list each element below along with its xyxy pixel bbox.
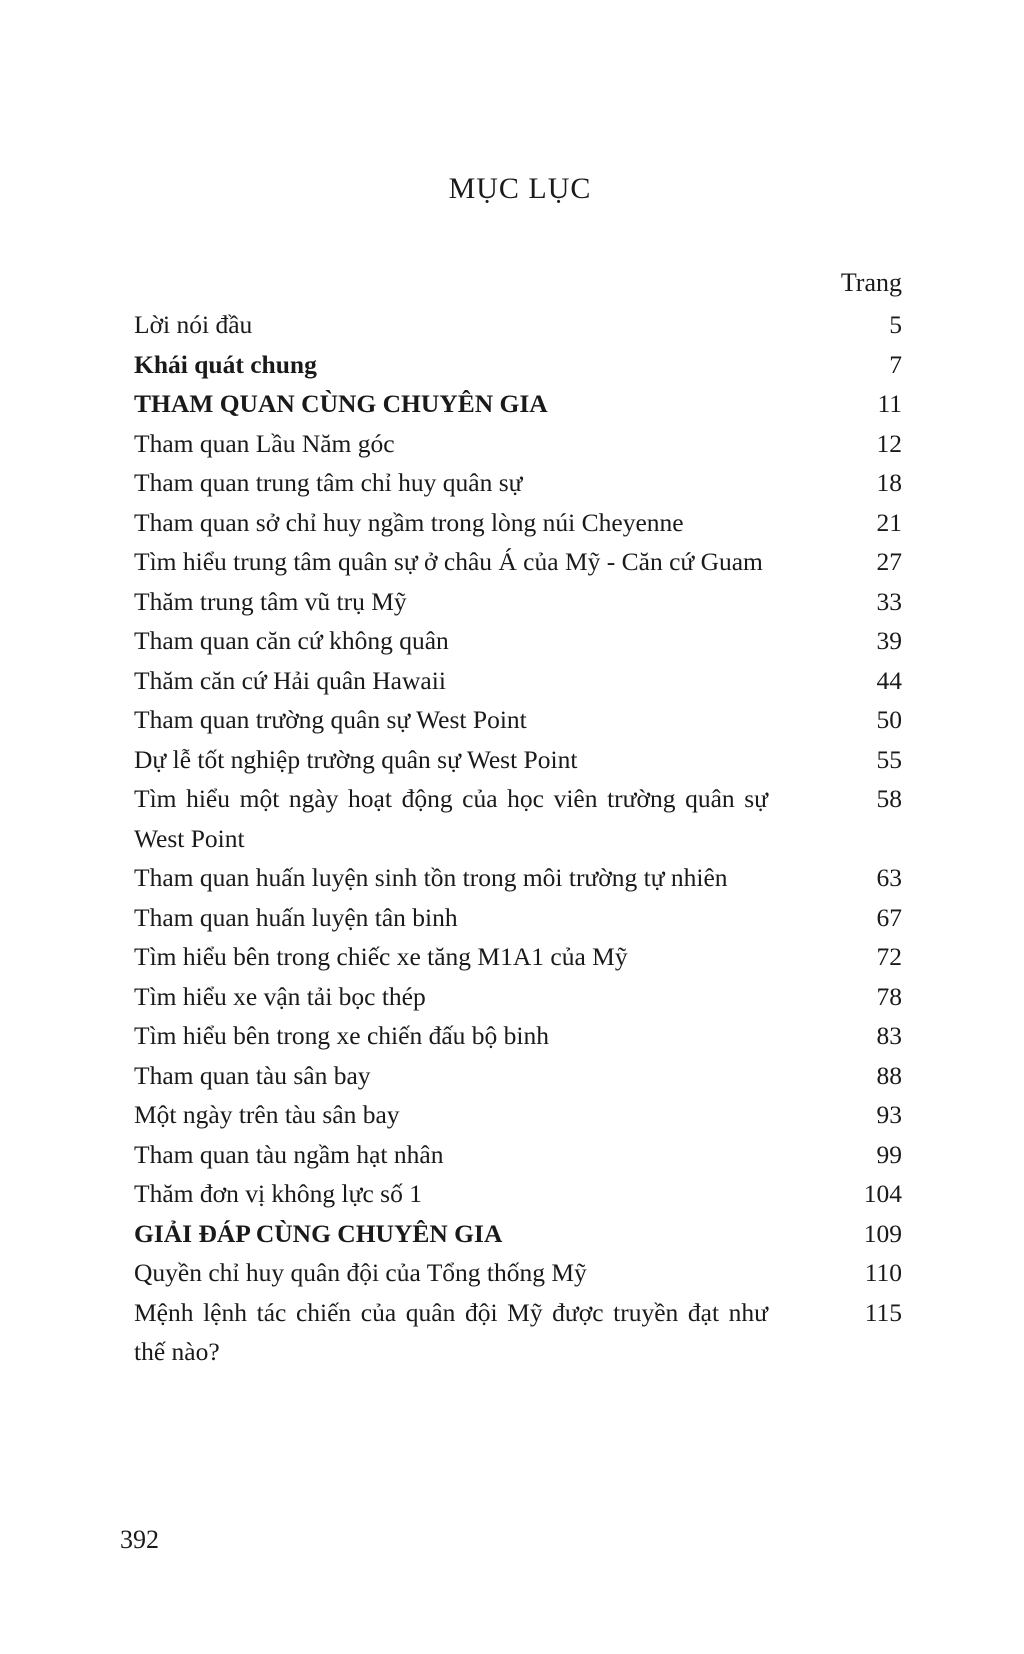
toc-entry-page: 67: [876, 902, 902, 932]
toc-entry-title: Mệnh lệnh tác chiến của quân đội Mỹ được truyền đạt như thế nào?: [134, 1297, 768, 1366]
toc-entry-page: 7: [889, 349, 902, 379]
toc-entry-page: 5: [889, 310, 902, 339]
toc-entry[interactable]: [134, 1214, 902, 1254]
toc-entry-page: 115: [864, 1297, 902, 1327]
toc-entry-page: 63: [876, 863, 902, 892]
toc-entry-page: 104: [863, 1179, 902, 1208]
toc-list: [134, 305, 902, 1372]
toc-entry-page: 11: [877, 389, 902, 418]
toc-entry[interactable]: [134, 700, 902, 740]
toc-entry-page: 21: [876, 507, 902, 537]
toc-entry[interactable]: [134, 898, 902, 938]
toc-entry-page: 83: [876, 1021, 902, 1050]
toc-entry[interactable]: [134, 463, 902, 503]
toc-entry-title: Quyền chỉ huy quân đội của Tổng thống Mỹ: [134, 1258, 587, 1287]
toc-entry[interactable]: [134, 779, 902, 858]
toc-entry-title: GIẢI ĐÁP CÙNG CHUYÊN GIA: [134, 1218, 503, 1248]
toc-entry-title: Khái quát chung: [134, 349, 317, 379]
toc-entry[interactable]: [134, 384, 902, 424]
toc-entry-title: Tìm hiểu một ngày hoạt động của học viên trường quân sự West Point: [134, 784, 768, 853]
toc-entry[interactable]: [134, 542, 902, 582]
toc-entry-page: 50: [876, 705, 902, 734]
toc-entry-page: 18: [876, 468, 902, 497]
toc-entry[interactable]: [134, 977, 902, 1017]
page-column-header: Trang: [840, 268, 902, 297]
toc-entry-title: Tham quan sở chỉ huy ngầm trong lòng núi Cheyenne: [134, 507, 684, 537]
toc-entry-title: Tham quan trường quân sự West Point: [134, 705, 527, 734]
toc-entry-title: Lời nói đầu: [134, 310, 253, 339]
toc-entry[interactable]: [134, 661, 902, 701]
toc-entry-title: Tham quan huấn luyện tân binh: [134, 902, 458, 932]
toc-entry-title: THAM QUAN CÙNG CHUYÊN GIA: [134, 389, 548, 418]
toc-entry-title: Tham quan Lầu Năm góc: [134, 428, 395, 458]
toc-entry[interactable]: [134, 937, 902, 977]
toc-entry-title: Tham quan huấn luyện sinh tồn trong môi trường tự nhiên: [134, 863, 728, 892]
toc-entry-page: 55: [876, 744, 902, 774]
toc-entry[interactable]: [134, 858, 902, 898]
toc-entry-page: 93: [876, 1100, 902, 1129]
toc-entry[interactable]: [134, 345, 902, 385]
toc-entry[interactable]: [134, 1095, 902, 1135]
toc-entry[interactable]: [134, 582, 902, 622]
toc-entry-title: Tham quan trung tâm chỉ huy quân sự: [134, 468, 523, 497]
toc-entry[interactable]: [134, 1135, 902, 1175]
toc-entry-page: 12: [876, 428, 902, 458]
toc-entry-title: Dự lễ tốt nghiệp trường quân sự West Point: [134, 744, 578, 774]
toc-entry-page: 33: [876, 586, 902, 616]
toc-entry-title: Tìm hiểu bên trong xe chiến đấu bộ binh: [134, 1021, 549, 1050]
toc-entry-title: Thăm căn cứ Hải quân Hawaii: [134, 665, 446, 695]
toc-entry-title: Tìm hiểu bên trong chiếc xe tăng M1A1 của Mỹ: [134, 942, 628, 971]
toc-entry-title: Tham quan tàu ngầm hạt nhân: [134, 1139, 444, 1169]
toc-entry-page: 78: [876, 981, 902, 1011]
toc-entry-title: Tìm hiểu xe vận tải bọc thép: [134, 981, 426, 1011]
toc-entry[interactable]: [134, 1253, 902, 1293]
toc-entry-title: Tìm hiểu trung tâm quân sự ở châu Á của Mỹ - Căn cứ Guam: [134, 547, 763, 576]
toc-entry-title: Thăm đơn vị không lực số 1: [134, 1179, 422, 1208]
toc-entry[interactable]: [134, 424, 902, 464]
toc-entry-title: Thăm trung tâm vũ trụ Mỹ: [134, 586, 407, 616]
toc-entry-page: 110: [864, 1258, 902, 1287]
toc-entry[interactable]: [134, 1056, 902, 1096]
toc-entry-page: 44: [876, 665, 902, 695]
toc-entry[interactable]: [134, 1293, 902, 1372]
toc-entry-page: 99: [876, 1139, 902, 1169]
toc-entry[interactable]: [134, 740, 902, 780]
toc-entry-page: 39: [876, 626, 902, 655]
toc-entry[interactable]: [134, 1016, 902, 1056]
toc-entry-title: Một ngày trên tàu sân bay: [134, 1100, 400, 1129]
toc-entry-title: Tham quan tàu sân bay: [134, 1060, 371, 1090]
toc-entry[interactable]: [134, 1174, 902, 1214]
toc-entry-page: 72: [876, 942, 902, 971]
toc-entry-page: 58: [876, 784, 902, 813]
toc-entry-page: 109: [863, 1218, 902, 1248]
toc-entry-page: 88: [876, 1060, 902, 1090]
toc-title: MỤC LỤC: [448, 172, 592, 205]
page-number: 392: [120, 1525, 159, 1554]
toc-entry[interactable]: [134, 621, 902, 661]
toc-entry-page: 27: [876, 547, 902, 576]
toc-entry[interactable]: [134, 305, 902, 345]
toc-entry[interactable]: [134, 503, 902, 543]
toc-entry-title: Tham quan căn cứ không quân: [134, 626, 449, 655]
